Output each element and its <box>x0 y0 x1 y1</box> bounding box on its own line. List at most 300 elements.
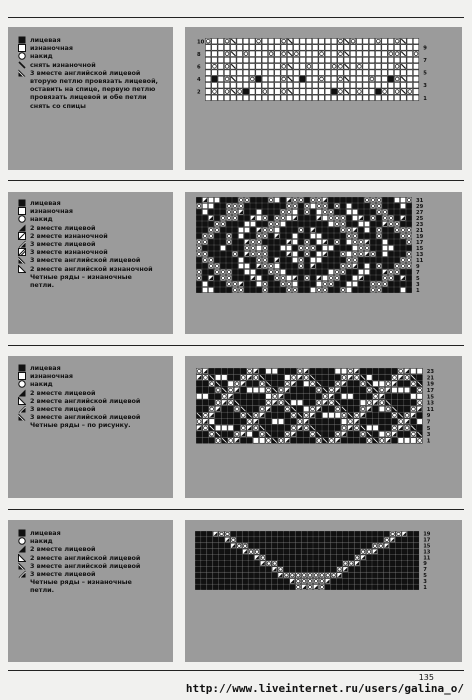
chart-cell <box>331 579 336 584</box>
chart-cell <box>260 567 265 572</box>
chart-cell <box>234 375 240 381</box>
chart-cell <box>266 413 272 419</box>
chart-cell <box>304 221 309 226</box>
chart-cell <box>355 549 360 554</box>
row-number: 11 <box>416 257 424 264</box>
chart-cell <box>376 95 382 101</box>
chart-cell <box>329 406 335 412</box>
chart-cell <box>278 368 284 374</box>
chart-cell <box>280 257 285 262</box>
chart-cell <box>404 381 410 387</box>
chart-cell <box>331 51 337 57</box>
chart-cell <box>319 95 325 101</box>
chart-cell <box>331 45 337 51</box>
chart-cell <box>378 585 383 590</box>
chart-cell <box>214 203 219 208</box>
chart-cell <box>278 549 283 554</box>
chart-cell <box>384 561 389 566</box>
chart-cell <box>302 531 307 536</box>
chart-cell <box>272 555 277 560</box>
chart-cell <box>234 419 240 425</box>
row-number: 19 <box>426 381 435 388</box>
chart-cell <box>304 387 310 393</box>
chart-cell <box>237 83 243 89</box>
chart-cell <box>396 567 401 572</box>
chart-cell <box>202 209 207 214</box>
chart-cell <box>237 57 243 63</box>
legend-label: накид <box>30 380 53 389</box>
chart-cell <box>372 555 377 560</box>
chart-cell <box>349 585 354 590</box>
chart-cell <box>272 573 277 578</box>
chart-cell <box>329 431 335 437</box>
chart-cell <box>354 400 360 406</box>
chart-cell <box>304 287 309 292</box>
chart-cell <box>290 561 295 566</box>
chart-cell <box>294 70 300 76</box>
chart-cell <box>328 269 333 274</box>
row-number: 7 <box>416 269 420 276</box>
chart-cell <box>372 537 377 542</box>
row-number: 1 <box>426 438 431 445</box>
chart-cell <box>313 555 318 560</box>
chart-cell <box>280 263 285 268</box>
chart-cell <box>208 269 213 274</box>
chart-cell <box>338 45 344 51</box>
chart-cell <box>364 263 369 268</box>
chart-cell <box>247 381 253 387</box>
chart-cell <box>298 215 303 220</box>
chart-cell <box>201 567 206 572</box>
chart-cell <box>322 368 328 374</box>
chart-cell <box>408 555 413 560</box>
chart-cell <box>274 287 279 292</box>
chart-cell <box>370 239 375 244</box>
chart-cell <box>219 579 224 584</box>
chart-cell <box>350 45 356 51</box>
chart-cell <box>349 537 354 542</box>
chart-cell <box>310 233 315 238</box>
chart-cell <box>319 543 324 548</box>
chart-cell <box>266 394 272 400</box>
row-number: 31 <box>416 197 424 204</box>
chart-cell <box>407 70 413 76</box>
chart-cell <box>331 561 336 566</box>
chart-cell <box>408 543 413 548</box>
legend-label: 2 вместе английской лицевой <box>30 396 141 405</box>
chart-cell <box>266 567 271 572</box>
chart-cell <box>367 531 372 536</box>
chart-cell <box>232 197 237 202</box>
chart-cell <box>256 83 261 89</box>
row-number: 5 <box>423 573 427 579</box>
chart-cell <box>232 245 237 250</box>
chart-cell <box>413 95 419 101</box>
chart-cell <box>304 438 310 444</box>
chart-cell <box>224 45 230 51</box>
chart-cell <box>196 209 201 214</box>
chart-cell <box>286 221 291 226</box>
chart-cell <box>316 368 322 374</box>
chart-cell <box>382 95 388 101</box>
chart-cell <box>274 251 279 256</box>
chart-cell <box>214 287 219 292</box>
row-number: 7 <box>423 567 427 574</box>
chart-cell <box>237 45 243 51</box>
chart-cell <box>372 585 377 590</box>
chart-cell <box>363 83 369 89</box>
chart-cell <box>346 245 351 250</box>
row-number: 19 <box>423 531 431 538</box>
chart-cell <box>337 549 342 554</box>
chart-cell <box>388 95 394 101</box>
chart-cell <box>337 537 342 542</box>
chart-cell <box>331 555 336 560</box>
legend-label: накид <box>30 537 53 546</box>
chart-cell <box>225 561 230 566</box>
chart-cell <box>343 537 348 542</box>
pattern-grid-4 <box>195 531 418 589</box>
chart-cell <box>417 413 423 419</box>
chart-cell <box>249 573 254 578</box>
chart-cell <box>390 579 395 584</box>
chart-cell <box>376 269 381 274</box>
chart-cell <box>350 57 356 63</box>
chart-cell <box>322 233 327 238</box>
chart-cell <box>234 368 240 374</box>
chart-cell <box>392 368 398 374</box>
chart-cell <box>400 203 405 208</box>
chart-cell <box>411 394 417 400</box>
chart-cell <box>207 573 212 578</box>
chart-cell <box>341 438 347 444</box>
chart-cell <box>402 537 407 542</box>
chart-cell <box>274 245 279 250</box>
chart-cell <box>247 431 253 437</box>
chart-cell <box>195 543 200 548</box>
chart-cell <box>272 579 277 584</box>
chart-cell <box>268 275 273 280</box>
chart-cell <box>335 394 341 400</box>
chart-cell <box>388 245 393 250</box>
chart-cell <box>346 281 351 286</box>
chart-cell <box>205 57 211 63</box>
chart-cell <box>322 245 327 250</box>
chart-cell <box>285 419 291 425</box>
chart-cell <box>294 64 300 70</box>
chart-cell <box>316 233 321 238</box>
chart-cell <box>400 197 405 202</box>
chart-cell <box>238 227 243 232</box>
chart-cell <box>325 561 330 566</box>
chart-cell <box>278 406 284 412</box>
chart-cell <box>253 394 259 400</box>
chart-cell <box>260 585 265 590</box>
chart-cell <box>355 537 360 542</box>
chart-cell <box>302 537 307 542</box>
chart-cell <box>294 45 300 51</box>
chart-cell <box>367 579 372 584</box>
chart-cell <box>202 215 207 220</box>
chart-cell <box>247 406 253 412</box>
chart-cell <box>350 51 356 57</box>
chart-cell <box>338 57 344 63</box>
chart-cell <box>394 287 399 292</box>
chart-cell <box>385 375 391 381</box>
chart-cell <box>298 233 303 238</box>
chart-cell <box>286 227 291 232</box>
chart-cell <box>358 287 363 292</box>
chart-cell <box>388 70 394 76</box>
chart-cell <box>360 394 366 400</box>
chart-cell <box>402 579 407 584</box>
chart-cell <box>352 209 357 214</box>
chart-cell <box>407 83 413 89</box>
chart-cell <box>385 394 391 400</box>
chart-cell <box>262 95 268 101</box>
chart-cell <box>215 419 221 425</box>
chart-cell <box>382 257 387 262</box>
chart-cell <box>334 245 339 250</box>
chart-cell <box>280 239 285 244</box>
chart-cell <box>196 387 202 393</box>
chart-cell <box>334 209 339 214</box>
chart-cell <box>214 251 219 256</box>
chart-cell <box>388 209 393 214</box>
chart-cell <box>406 275 411 280</box>
legend-label: 3 вместе английской лицевой <box>30 561 141 570</box>
chart-cell <box>290 537 295 542</box>
chart-cell <box>244 221 249 226</box>
chart-cell <box>254 531 259 536</box>
chart-cell <box>370 263 375 268</box>
chart-cell <box>341 419 347 425</box>
chart-cell <box>370 221 375 226</box>
chart-cell <box>379 368 385 374</box>
chart-cell <box>394 70 400 76</box>
chart-cell <box>228 381 234 387</box>
chart-cell <box>228 413 234 419</box>
chart-cell <box>294 89 300 95</box>
chart-cell <box>292 209 297 214</box>
row-number: 9 <box>423 45 427 52</box>
chart-cell <box>262 38 268 44</box>
chart-cell <box>213 585 218 590</box>
chart-cell <box>406 209 411 214</box>
chart-cell <box>254 561 259 566</box>
chart-cell <box>346 275 351 280</box>
chart-cell <box>376 83 382 89</box>
chart-cell <box>298 203 303 208</box>
chart-cell <box>340 275 345 280</box>
chart-cell <box>378 567 383 572</box>
chart-cell <box>266 555 271 560</box>
chart-cell <box>226 287 231 292</box>
chart-cell <box>413 76 419 82</box>
chart-cell <box>196 394 202 400</box>
chart-cell <box>238 269 243 274</box>
chart-cell <box>222 419 228 425</box>
chart-cell <box>319 561 324 566</box>
chart-cell <box>228 419 234 425</box>
chart-cell <box>208 251 213 256</box>
chart-cell <box>220 287 225 292</box>
chart-cell <box>228 425 234 431</box>
chart-cell <box>329 419 335 425</box>
chart-cell <box>203 438 209 444</box>
chart-cell <box>250 95 256 101</box>
chart-cell <box>238 245 243 250</box>
chart-cell <box>367 368 373 374</box>
chart-cell <box>358 257 363 262</box>
chart-cell <box>278 579 283 584</box>
chart-cell <box>278 413 284 419</box>
chart-cell <box>361 579 366 584</box>
chart-cell <box>220 197 225 202</box>
chart-cell <box>343 573 348 578</box>
chart-cell <box>254 567 259 572</box>
legend-label: 3 вместе лицевой <box>30 405 96 414</box>
chart-cell <box>331 57 337 63</box>
chart-cell <box>394 239 399 244</box>
chart-cell <box>226 197 231 202</box>
chart-cell <box>384 549 389 554</box>
chart-cell <box>195 549 200 554</box>
chart-cell <box>337 579 342 584</box>
chart-cell <box>350 76 356 82</box>
chart-cell <box>294 38 300 44</box>
chart-cell <box>343 585 348 590</box>
chart-cell <box>357 45 363 51</box>
chart-cell <box>357 83 363 89</box>
chart-cell <box>343 531 348 536</box>
chart-cell <box>408 567 413 572</box>
chart-cell <box>207 543 212 548</box>
chart-cell <box>300 83 306 89</box>
chart-cell <box>322 227 327 232</box>
chart-cell <box>414 561 419 566</box>
chart-cell <box>219 543 224 548</box>
chart-cell <box>250 203 255 208</box>
chart-cell <box>268 38 274 44</box>
chart-cell <box>237 567 242 572</box>
chart-cell <box>286 233 291 238</box>
chart-cell <box>302 549 307 554</box>
chart-cell <box>413 45 419 51</box>
chart-cell <box>394 95 400 101</box>
chart-cell <box>316 227 321 232</box>
chart-cell <box>354 381 360 387</box>
chart-cell <box>234 425 240 431</box>
chart-cell <box>304 400 310 406</box>
chart-cell <box>302 543 307 548</box>
chart-cell <box>266 573 271 578</box>
chart-cell <box>272 543 277 548</box>
chart-cell <box>322 413 328 419</box>
chart-cell <box>238 263 243 268</box>
chart-cell <box>291 368 297 374</box>
chart-cell <box>208 221 213 226</box>
chart-cell <box>195 579 200 584</box>
chart-cell <box>225 543 230 548</box>
chart-cell <box>390 573 395 578</box>
chart-cell <box>406 269 411 274</box>
chart-cell <box>213 555 218 560</box>
chart-cell <box>376 221 381 226</box>
chart-cell <box>254 537 259 542</box>
chart-cell <box>268 281 273 286</box>
chart-cell <box>202 263 207 268</box>
chart-cell <box>370 275 375 280</box>
chart-cell <box>256 64 261 70</box>
chart-cell <box>372 573 377 578</box>
chart-cell <box>369 64 375 70</box>
chart-cell <box>262 239 267 244</box>
chart-cell <box>297 431 303 437</box>
chart-cell <box>243 64 249 70</box>
chart-cell <box>215 413 221 419</box>
chart-cell <box>218 38 224 44</box>
chart-cell <box>238 239 243 244</box>
chart-cell <box>322 221 327 226</box>
chart-cell <box>304 406 310 412</box>
chart-cell <box>205 70 211 76</box>
chart-cell <box>268 83 274 89</box>
chart-cell <box>304 431 310 437</box>
chart-cell <box>237 95 243 101</box>
chart-cell <box>196 257 201 262</box>
chart-cell <box>363 76 369 82</box>
row-number: 23 <box>416 221 424 228</box>
chart-cell <box>417 368 423 374</box>
chart-cell <box>212 38 218 44</box>
chart-cell <box>325 83 331 89</box>
chart-cell <box>352 287 357 292</box>
chart-cell <box>379 425 385 431</box>
chart-cell <box>364 221 369 226</box>
chart-cell <box>310 400 316 406</box>
chart-cell <box>226 245 231 250</box>
chart-cell <box>373 368 379 374</box>
chart-cell <box>376 251 381 256</box>
chart-cell <box>243 555 248 560</box>
chart-cell <box>300 76 306 82</box>
chart-cell <box>231 567 236 572</box>
chart-cell <box>195 585 200 590</box>
chart-cell <box>259 438 265 444</box>
chart-cell <box>205 51 211 57</box>
chart-cell <box>414 585 419 590</box>
chart-cell <box>335 375 341 381</box>
chart-cell <box>338 70 344 76</box>
chart-cell <box>328 251 333 256</box>
chart-cell <box>398 406 404 412</box>
chart-cell <box>212 83 218 89</box>
chart-cell <box>243 83 249 89</box>
chart-cell <box>201 531 206 536</box>
chart-cell <box>256 281 261 286</box>
chart-cell <box>364 275 369 280</box>
chart-cell <box>360 438 366 444</box>
chart-cell <box>219 549 224 554</box>
chart-cell <box>278 543 283 548</box>
chart-cell <box>243 537 248 542</box>
chart-cell <box>207 585 212 590</box>
chart-cell <box>238 251 243 256</box>
chart-cell <box>335 368 341 374</box>
chart-cell <box>407 57 413 63</box>
chart-cell <box>275 45 281 51</box>
